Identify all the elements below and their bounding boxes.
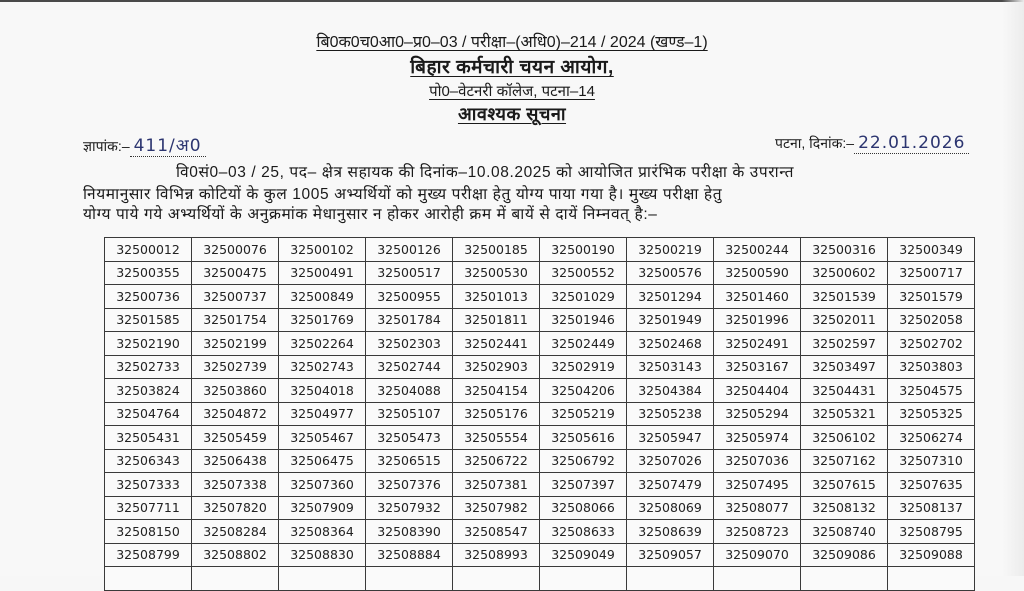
roll-number-cell: 32505947 <box>627 426 714 450</box>
roll-number-cell: 32508884 <box>366 543 453 567</box>
roll-number-cell: 32502190 <box>105 332 192 356</box>
roll-number-cell: 32505238 <box>627 402 714 426</box>
roll-number-cell: 32500602 <box>801 261 888 285</box>
roll-number-cell: 32508639 <box>627 520 714 544</box>
roll-number-cell: 32501460 <box>714 285 801 309</box>
roll-number-cell: 32502702 <box>888 332 975 356</box>
roll-number-cell: 32500737 <box>192 285 279 309</box>
roll-number-cell: 32500219 <box>627 238 714 262</box>
table-row <box>105 355 975 379</box>
roll-number-cell: 32507615 <box>801 473 888 497</box>
table-row <box>105 285 975 309</box>
roll-number-cell: 32508740 <box>801 520 888 544</box>
roll-number-cell: 32500849 <box>279 285 366 309</box>
roll-number-cell: 32505321 <box>801 402 888 426</box>
roll-number-cell <box>105 567 192 591</box>
table-row <box>105 332 975 356</box>
roll-number-cell: 32502441 <box>453 332 540 356</box>
roll-number-cell: 32508802 <box>192 543 279 567</box>
roll-number-cell: 32504404 <box>714 379 801 403</box>
table-row <box>105 308 975 332</box>
roll-number-cell: 32500717 <box>888 261 975 285</box>
roll-number-cell: 32507026 <box>627 449 714 473</box>
roll-number-cell: 32507495 <box>714 473 801 497</box>
roll-number-cell <box>192 567 279 591</box>
roll-number-cell: 32506722 <box>453 449 540 473</box>
roll-number-cell: 32505974 <box>714 426 801 450</box>
table-row <box>105 238 975 262</box>
roll-number-cell: 32501294 <box>627 285 714 309</box>
roll-number-cell: 32503497 <box>801 355 888 379</box>
roll-number-cell: 32504431 <box>801 379 888 403</box>
roll-number-table-body <box>105 238 975 591</box>
roll-number-cell: 32502743 <box>279 355 366 379</box>
roll-number-cell: 32500736 <box>105 285 192 309</box>
date-label: पटना, दिनांक:– <box>775 135 855 151</box>
document-page <box>0 2 1024 576</box>
roll-number-cell: 32500316 <box>801 238 888 262</box>
roll-number-cell: 32507635 <box>888 473 975 497</box>
roll-number-cell: 32502264 <box>279 332 366 356</box>
roll-number-cell: 32508132 <box>801 496 888 520</box>
roll-number-cell: 32504872 <box>192 402 279 426</box>
roll-number-cell: 32504206 <box>540 379 627 403</box>
roll-number-cell: 32503143 <box>627 355 714 379</box>
roll-number-cell: 32500530 <box>453 261 540 285</box>
roll-number-cell: 32505431 <box>105 426 192 450</box>
roll-number-cell: 32501029 <box>540 285 627 309</box>
roll-number-cell: 32500552 <box>540 261 627 285</box>
roll-number-cell: 32508799 <box>105 543 192 567</box>
reference-line <box>0 30 1024 52</box>
roll-number-cell: 32502058 <box>888 308 975 332</box>
roll-number-cell: 32501754 <box>192 308 279 332</box>
table-row <box>105 496 975 520</box>
roll-number-cell: 32507397 <box>540 473 627 497</box>
roll-number-cell: 32505176 <box>453 402 540 426</box>
roll-number-cell: 32502903 <box>453 355 540 379</box>
roll-number-cell: 32500590 <box>714 261 801 285</box>
roll-number-cell: 32500955 <box>366 285 453 309</box>
roll-number-cell: 32503860 <box>192 379 279 403</box>
roll-number-cell: 32502919 <box>540 355 627 379</box>
roll-number-cell: 32506274 <box>888 426 975 450</box>
roll-number-cell: 32505473 <box>366 426 453 450</box>
roll-number-cell: 32500491 <box>279 261 366 285</box>
roll-number-cell: 32504977 <box>279 402 366 426</box>
roll-number-cell: 32500102 <box>279 238 366 262</box>
roll-number-cell: 32509049 <box>540 543 627 567</box>
roll-number-cell: 32502011 <box>801 308 888 332</box>
roll-number-cell: 32507162 <box>801 449 888 473</box>
issue-date <box>775 133 969 154</box>
table-row <box>105 426 975 450</box>
roll-number-cell: 32501769 <box>279 308 366 332</box>
roll-number-cell: 32501784 <box>366 308 453 332</box>
roll-number-cell: 32508547 <box>453 520 540 544</box>
memo-value: 411/अ0 <box>130 133 206 157</box>
roll-number-cell: 32505616 <box>540 426 627 450</box>
roll-number-cell: 32507820 <box>192 496 279 520</box>
table-row <box>105 379 975 403</box>
roll-number-cell: 32507982 <box>453 496 540 520</box>
roll-number-cell: 32507376 <box>366 473 453 497</box>
roll-number-cell: 32508066 <box>540 496 627 520</box>
roll-number-cell: 32500355 <box>105 261 192 285</box>
table-row <box>105 520 975 544</box>
roll-number-cell: 32508723 <box>714 520 801 544</box>
reference-text: बि0क0च0आ0–प्र0–03 / परीक्षा–(अधि0)–214 / 2024 (खण्ड–1) <box>316 34 708 51</box>
roll-number-cell: 32504154 <box>453 379 540 403</box>
roll-number-cell: 32501539 <box>801 285 888 309</box>
roll-number-cell: 32501013 <box>453 285 540 309</box>
roll-number-cell: 32507909 <box>279 496 366 520</box>
roll-number-cell <box>279 567 366 591</box>
roll-number-cell: 32500126 <box>366 238 453 262</box>
roll-number-cell: 32504575 <box>888 379 975 403</box>
org-address <box>0 81 1024 101</box>
roll-number-cell: 32509070 <box>714 543 801 567</box>
roll-number-cell: 32503824 <box>105 379 192 403</box>
roll-number-cell: 32508993 <box>453 543 540 567</box>
roll-number-cell: 32504384 <box>627 379 714 403</box>
roll-number-cell: 32508069 <box>627 496 714 520</box>
roll-number-cell <box>888 567 975 591</box>
memo-number <box>83 133 206 157</box>
roll-number-cell: 32505107 <box>366 402 453 426</box>
roll-number-cell: 32506438 <box>192 449 279 473</box>
roll-number-cell: 32508137 <box>888 496 975 520</box>
table-row <box>105 543 975 567</box>
roll-number-cell: 32502199 <box>192 332 279 356</box>
org-address-text: पो0–वेटनरी कॉलेज, पटना–14 <box>429 83 595 100</box>
roll-number-cell: 32500576 <box>627 261 714 285</box>
roll-number-cell: 32506792 <box>540 449 627 473</box>
roll-number-cell: 32500190 <box>540 238 627 262</box>
page-edge-shadow <box>1002 0 1024 576</box>
body-line-2: नियमानुसार विभिन्न कोटियों के कुल 1005 अभ्यर्थियों को मुख्य परीक्षा हेतु योग्य पाया गया है। मुख्य परीक्षा हेतु <box>83 186 723 203</box>
roll-number-cell: 32508077 <box>714 496 801 520</box>
table-row <box>105 402 975 426</box>
roll-number-cell: 32501811 <box>453 308 540 332</box>
roll-number-cell: 32507036 <box>714 449 801 473</box>
roll-number-cell: 32500244 <box>714 238 801 262</box>
roll-number-cell: 32502739 <box>192 355 279 379</box>
roll-number-cell: 32506515 <box>366 449 453 473</box>
roll-number-cell <box>540 567 627 591</box>
org-name-text: बिहार कर्मचारी चयन आयोग, <box>410 57 614 78</box>
roll-number-cell: 32508633 <box>540 520 627 544</box>
roll-number-table <box>104 237 975 591</box>
roll-number-cell: 32507932 <box>366 496 453 520</box>
roll-number-cell: 32508795 <box>888 520 975 544</box>
roll-number-cell: 32507711 <box>105 496 192 520</box>
roll-number-cell: 32503167 <box>714 355 801 379</box>
roll-number-cell: 32508150 <box>105 520 192 544</box>
body-line-1: वि0सं0–03 / 25, पद– क्षेत्र सहायक की दिनांक–10.08.2025 को आयोजित प्रारंभिक परीक्षा के उपरान्त <box>176 164 795 181</box>
body-line-3: योग्य पाये गये अभ्यर्थियों के अनुक्रमांक मेधानुसार न होकर आरोही क्रम में बायें से दायें निम्नवत् है:– <box>83 206 658 223</box>
roll-number-cell: 32502303 <box>366 332 453 356</box>
roll-number-cell: 32500012 <box>105 238 192 262</box>
roll-number-cell: 32500076 <box>192 238 279 262</box>
roll-number-cell: 32502449 <box>540 332 627 356</box>
roll-number-cell <box>627 567 714 591</box>
roll-number-cell: 32501579 <box>888 285 975 309</box>
roll-number-cell: 32509088 <box>888 543 975 567</box>
roll-number-cell: 32507381 <box>453 473 540 497</box>
roll-number-cell: 32506475 <box>279 449 366 473</box>
roll-number-cell: 32501585 <box>105 308 192 332</box>
roll-number-cell: 32500349 <box>888 238 975 262</box>
table-row <box>105 567 975 591</box>
roll-number-cell: 32509086 <box>801 543 888 567</box>
roll-number-cell: 32508390 <box>366 520 453 544</box>
notice-title <box>0 102 1024 126</box>
roll-number-cell: 32502744 <box>366 355 453 379</box>
roll-number-cell: 32505325 <box>888 402 975 426</box>
roll-number-cell: 32502597 <box>801 332 888 356</box>
roll-number-cell: 32500517 <box>366 261 453 285</box>
roll-number-cell: 32504764 <box>105 402 192 426</box>
roll-number-cell: 32509057 <box>627 543 714 567</box>
table-row <box>105 473 975 497</box>
roll-number-cell: 32505294 <box>714 402 801 426</box>
table-row <box>105 261 975 285</box>
roll-number-cell: 32506102 <box>801 426 888 450</box>
roll-number-cell: 32507479 <box>627 473 714 497</box>
org-name <box>0 53 1024 79</box>
roll-number-cell: 32508364 <box>279 520 366 544</box>
roll-number-cell <box>714 567 801 591</box>
roll-number-cell: 32507360 <box>279 473 366 497</box>
roll-number-cell: 32500475 <box>192 261 279 285</box>
roll-number-cell: 32502733 <box>105 355 192 379</box>
roll-number-cell: 32505554 <box>453 426 540 450</box>
roll-number-cell: 32502468 <box>627 332 714 356</box>
memo-label: ज्ञापांक:– <box>83 138 130 154</box>
roll-number-cell: 32506343 <box>105 449 192 473</box>
roll-number-cell: 32508830 <box>279 543 366 567</box>
roll-number-cell: 32501996 <box>714 308 801 332</box>
roll-number-cell: 32504088 <box>366 379 453 403</box>
roll-number-cell: 32505459 <box>192 426 279 450</box>
date-value: 22.01.2026 <box>854 133 969 154</box>
roll-number-cell: 32503803 <box>888 355 975 379</box>
roll-number-cell: 32504018 <box>279 379 366 403</box>
notice-title-text: आवश्यक सूचना <box>457 104 567 124</box>
roll-number-cell: 32501946 <box>540 308 627 332</box>
roll-number-cell: 32507310 <box>888 449 975 473</box>
roll-number-cell: 32501949 <box>627 308 714 332</box>
roll-number-cell: 32500185 <box>453 238 540 262</box>
table-row <box>105 449 975 473</box>
roll-number-cell: 32502491 <box>714 332 801 356</box>
roll-number-cell <box>453 567 540 591</box>
roll-number-cell: 32507333 <box>105 473 192 497</box>
roll-number-cell: 32505467 <box>279 426 366 450</box>
roll-number-cell <box>366 567 453 591</box>
roll-number-cell: 32505219 <box>540 402 627 426</box>
roll-number-cell <box>801 567 888 591</box>
roll-number-cell: 32507338 <box>192 473 279 497</box>
roll-number-cell: 32508284 <box>192 520 279 544</box>
